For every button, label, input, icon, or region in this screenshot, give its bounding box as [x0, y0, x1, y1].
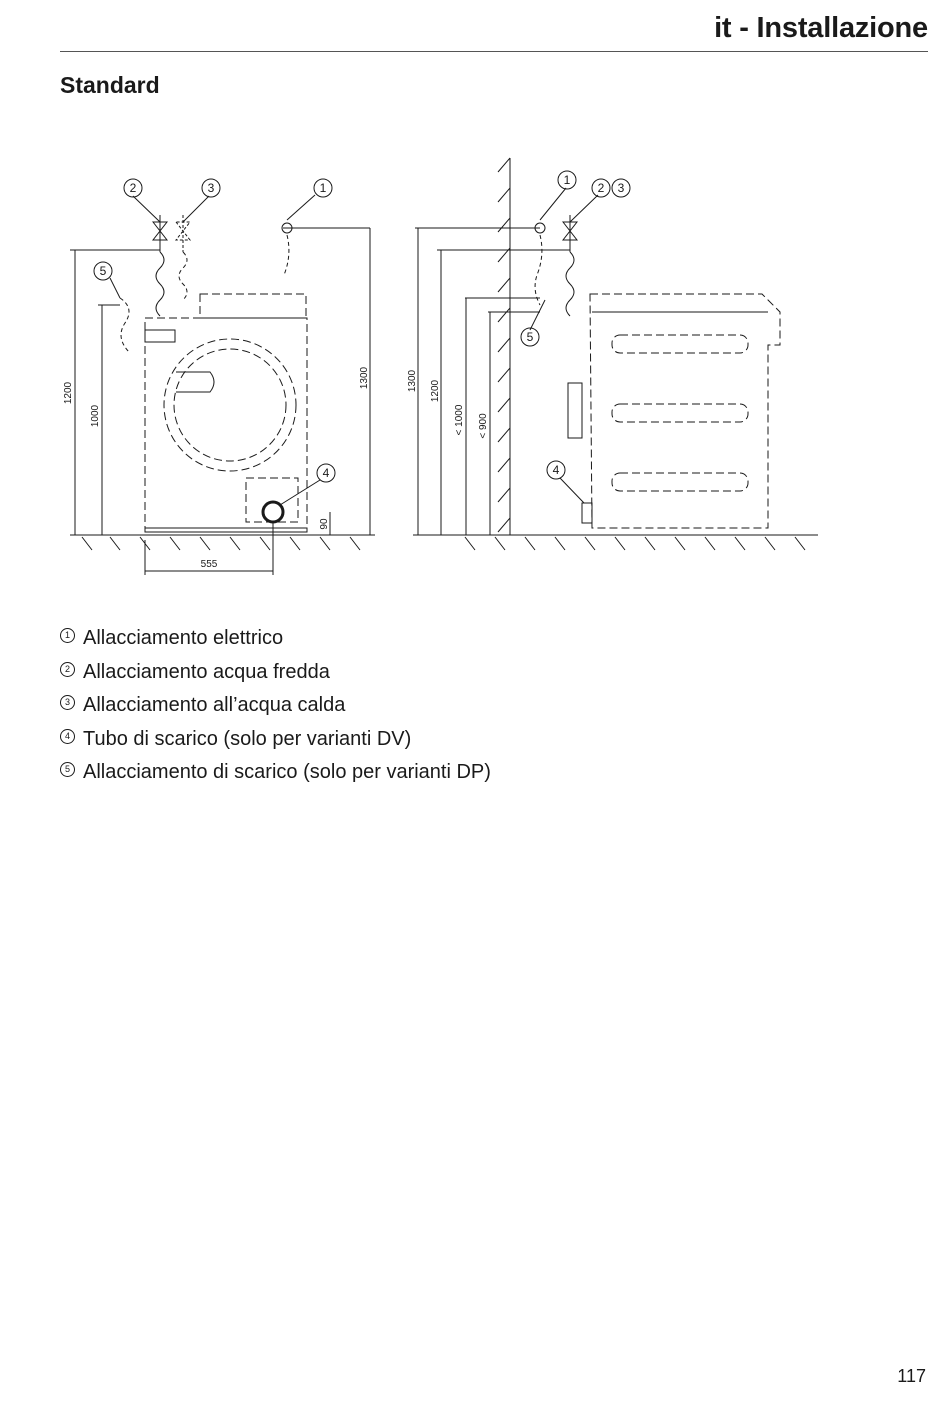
front-callout-1: 1 — [319, 181, 327, 195]
side-dim-max-900: < 900 — [478, 413, 489, 439]
legend-item — [60, 723, 491, 757]
side-valves — [535, 215, 577, 252]
side-wall-hatching — [498, 158, 510, 532]
side-callout-2: 2 — [597, 181, 605, 195]
legend-text: Allacciamento elettrico — [83, 627, 284, 649]
legend-item — [60, 622, 491, 656]
section-title: Standard — [60, 72, 160, 98]
front-dim-1200: 1200 — [63, 381, 74, 405]
front-dim-90: 90 — [319, 518, 330, 530]
front-callout-2: 2 — [129, 181, 137, 195]
side-callout-4: 4 — [552, 463, 560, 477]
front-dim-1000: 1000 — [90, 404, 101, 428]
legend-number-circle: 2 — [60, 662, 75, 677]
legend-item — [60, 656, 491, 690]
side-callout-1: 1 — [563, 173, 571, 187]
side-dim-1200: 1200 — [430, 379, 441, 403]
legend-number-circle: 5 — [60, 762, 75, 777]
legend-item — [60, 756, 491, 790]
side-hoses — [535, 235, 574, 316]
side-machine-outline — [590, 294, 780, 528]
front-callout-circles — [94, 179, 335, 482]
side-floor-hatching — [465, 537, 805, 550]
legend-item — [60, 689, 491, 723]
side-dim-1300: 1300 — [407, 369, 418, 393]
legend-text: Allacciamento acqua fredda — [83, 660, 330, 683]
front-dim-555: 555 — [200, 559, 218, 570]
front-control-panel — [145, 330, 175, 342]
legend-number-circle: 3 — [60, 695, 75, 710]
front-floor-hatching — [82, 537, 360, 550]
legend-text: Allacciamento di scarico (solo per varianti DP) — [83, 761, 491, 783]
side-dim-max-1000: < 1000 — [454, 404, 465, 436]
front-dim-1300: 1300 — [359, 366, 370, 390]
header-divider — [60, 51, 928, 52]
legend-number-circle: 1 — [60, 628, 75, 643]
legend-text: Tubo di scarico (solo per varianti DV) — [83, 727, 412, 750]
side-drain-connector — [582, 503, 592, 523]
legend-text: Allacciamento all’acqua calda — [83, 694, 346, 716]
side-callout-3: 3 — [617, 181, 625, 195]
installation-drawing — [0, 150, 950, 590]
legend-list — [60, 622, 491, 790]
side-callout-5: 5 — [526, 330, 534, 344]
front-callout-3: 3 — [207, 181, 215, 195]
page-number: 117 — [897, 1366, 926, 1386]
front-base — [145, 528, 307, 532]
door-handle — [176, 372, 214, 392]
front-valves — [153, 215, 292, 252]
front-callout-4: 4 — [322, 466, 330, 480]
front-machine-outline — [145, 294, 307, 528]
legend-number-circle: 4 — [60, 729, 75, 744]
front-callout-5: 5 — [99, 264, 107, 278]
page-header-title: it - Installazione — [714, 12, 928, 44]
side-drain-pump — [568, 383, 582, 438]
